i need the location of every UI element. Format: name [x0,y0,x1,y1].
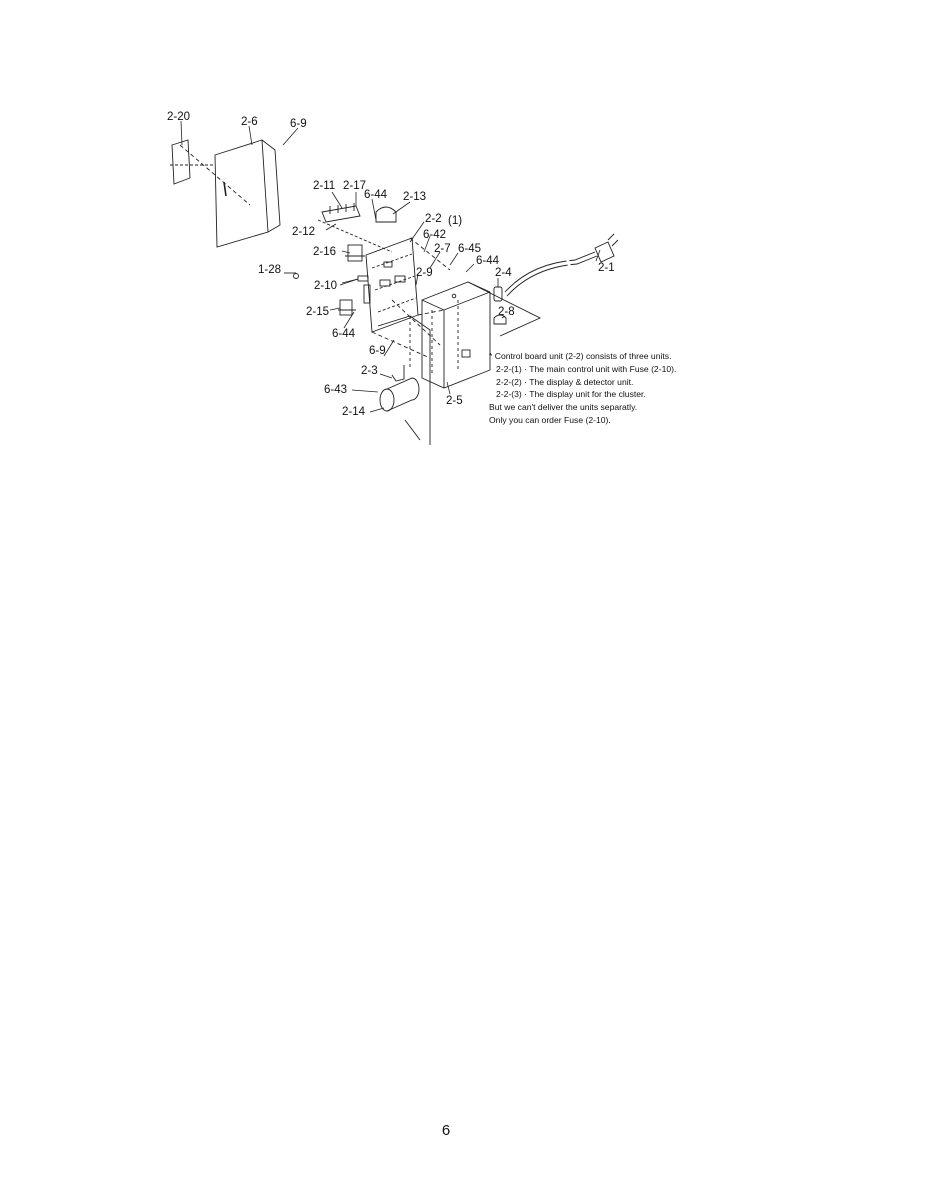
label-2-17: 2-17 [343,180,367,192]
label-6-42: 6-42 [423,229,447,241]
part-2-20-plate [170,140,215,184]
note-line-2: 2-2-(1) · The main control unit with Fuse (2-10). [496,363,677,374]
note-line-6: Only you can order Fuse (2-10). [489,414,611,425]
page-number: 6 [441,1122,451,1139]
label-2-6: 2-6 [241,116,258,128]
label-2-8: 2-8 [498,306,515,318]
part-2-14-capacitor [380,378,420,440]
label-2-11: 2-11 [313,180,336,192]
label-6-44-right: 6-44 [476,255,500,267]
label-2-15: 2-15 [306,306,330,318]
note-line-5: But we can't deliver the units separatly. [489,402,638,413]
part-2-6-cover [180,140,280,247]
label-2-4: 2-4 [495,267,512,279]
label-2-10: 2-10 [314,280,338,292]
part-2-3-bracket [392,365,404,381]
label-2-13: 2-13 [403,191,427,203]
label-2-2-sub: (1) [448,215,463,227]
part-2-5-electrical-box [422,282,490,388]
control-board-note [489,350,749,427]
label-6-44-lower: 6-44 [332,328,356,340]
label-2-14: 2-14 [342,406,366,418]
note-line-1: * Control board unit (2-2) consists of three units. [489,351,672,361]
label-2-3: 2-3 [361,365,378,377]
label-2-16: 2-16 [313,246,337,258]
label-6-44-top: 6-44 [364,189,388,201]
label-2-2: 2-2 [425,213,442,225]
label-2-1: 2-1 [598,262,615,274]
label-1-28: 1-28 [258,264,282,276]
label-6-43: 6-43 [324,384,348,396]
part-1-28-screw [284,273,299,279]
label-2-12: 2-12 [292,226,316,238]
label-6-45: 6-45 [458,243,482,255]
label-6-9-top: 6-9 [290,118,307,130]
part-2-10-fuse [342,276,368,283]
part-2-16-relay [345,245,365,261]
label-2-9: 2-9 [416,267,433,279]
label-2-7: 2-7 [434,243,451,255]
assembly-guide-lines [372,238,450,358]
label-2-20: 2-20 [167,111,191,123]
note-line-4: 2-2-(3) · The display unit for the cluster. [496,389,646,400]
note-line-3: 2-2-(2) · The display & detector unit. [496,376,634,387]
part-2-13-thermostat [376,207,396,222]
label-2-5: 2-5 [446,395,463,407]
label-6-9-lower: 6-9 [369,345,386,357]
